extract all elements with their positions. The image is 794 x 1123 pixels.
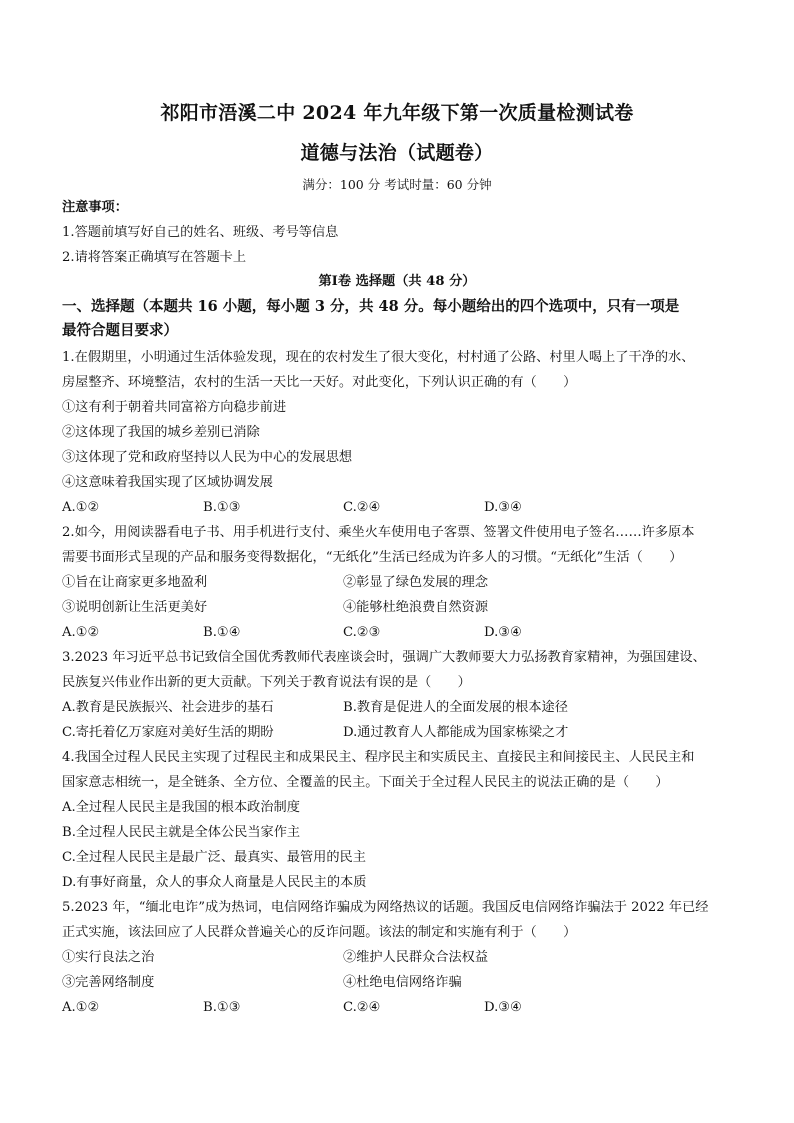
question-1-statement: ③这体现了党和政府坚持以人民为中心的发展思想 bbox=[62, 450, 353, 465]
question-2-stem: 需要书面形式呈现的产品和服务变得数据化，“无纸化”生活已经成为许多人的习惯。“无纸化”生活（ ） bbox=[62, 550, 683, 565]
question-1-option-b: B.①③ bbox=[203, 500, 241, 515]
question-3-option-c: C.寄托着亿万家庭对美好生活的期盼 bbox=[62, 725, 274, 740]
exam-subtitle: 道德与法治（试题卷） bbox=[300, 142, 494, 164]
part-title: 第Ⅰ卷 选择题（共 48 分） bbox=[318, 274, 476, 289]
question-2-option-d: D.③④ bbox=[484, 625, 522, 640]
question-1-statement: ④这意味着我国实现了区域协调发展 bbox=[62, 475, 273, 490]
question-1-option-c: C.②④ bbox=[343, 500, 381, 515]
question-4-option-a: A.全过程人民民主是我国的根本政治制度 bbox=[62, 800, 300, 815]
question-5-statement: ④杜绝电信网络诈骗 bbox=[343, 975, 462, 990]
question-3-stem: 3.2023 年习近平总书记致信全国优秀教师代表座谈会时，强调广大教师要大力弘扬教育家精神，为强国建设、 bbox=[62, 650, 706, 665]
question-5-option-a: A.①② bbox=[62, 1000, 100, 1015]
question-3-option-b: B.教育是促进人的全面发展的根本途径 bbox=[343, 700, 568, 715]
question-3-option-a: A.教育是民族振兴、社会进步的基石 bbox=[62, 700, 274, 715]
question-5-option-c: C.②④ bbox=[343, 1000, 381, 1015]
question-4-option-c: C.全过程人民民主是最广泛、最真实、最管用的民主 bbox=[62, 850, 366, 865]
notice-heading: 注意事项： bbox=[62, 200, 128, 215]
question-5-statement: ①实行良法之治 bbox=[62, 950, 155, 965]
question-2-option-a: A.①② bbox=[62, 625, 100, 640]
question-2-statement: ②彰显了绿色发展的理念 bbox=[343, 575, 489, 590]
question-2-option-b: B.①④ bbox=[203, 625, 241, 640]
question-1-option-a: A.①② bbox=[62, 500, 100, 515]
question-5-option-d: D.③④ bbox=[484, 1000, 522, 1015]
exam-meta: 满分：100 分 考试时量：60 分钟 bbox=[302, 177, 492, 192]
question-3-stem: 民族复兴伟业作出新的更大贡献。下列关于教育说法有误的是（ ） bbox=[62, 675, 471, 690]
question-2-statement: ①旨在让商家更多地盈利 bbox=[62, 575, 208, 590]
question-4-option-d: D.有事好商量，众人的事众人商量是人民民主的本质 bbox=[62, 875, 367, 890]
notice-item: 1.答题前填写好自己的姓名、班级、考号等信息 bbox=[62, 225, 339, 240]
question-1-stem: 房屋整齐、环境整洁，农村的生活一天比一天好。对此变化，下列认识正确的有（ ） bbox=[62, 375, 577, 390]
question-4-stem: 4.我国全过程人民民主实现了过程民主和成果民主、程序民主和实质民主、直接民主和间接民主、人民民主和 bbox=[62, 750, 695, 765]
question-2-stem: 2.如今，用阅读器看电子书、用手机进行支付、乘坐火车使用电子客票、签署文件使用电子签名……许多原本 bbox=[62, 525, 695, 540]
question-5-statement: ②维护人民群众合法权益 bbox=[343, 950, 489, 965]
question-1-option-d: D.③④ bbox=[484, 500, 522, 515]
question-2-statement: ④能够杜绝浪费自然资源 bbox=[343, 600, 489, 615]
question-5-stem: 5.2023 年，“缅北电诈”成为热词，电信网络诈骗成为网络热议的话题。我国反电信网络诈骗法于 2022 年已经 bbox=[62, 900, 709, 915]
question-1-stem: 1.在假期里，小明通过生活体验发现，现在的农村发生了很大变化，村村通了公路、村里人喝上了干净的水、 bbox=[62, 350, 695, 365]
exam-title: 祁阳市浯溪二中 2024 年九年级下第一次质量检测试卷 bbox=[160, 102, 634, 124]
question-5-stem: 正式实施，该法回应了人民群众普遍关心的反诈问题。该法的制定和实施有利于（ ） bbox=[62, 925, 577, 940]
question-5-option-b: B.①③ bbox=[203, 1000, 241, 1015]
section-instructions: 最符合题目要求） bbox=[62, 322, 178, 339]
question-1-statement: ①这有利于朝着共同富裕方向稳步前进 bbox=[62, 400, 287, 415]
question-4-option-b: B.全过程人民民主就是全体公民当家作主 bbox=[62, 825, 301, 840]
question-5-statement: ③完善网络制度 bbox=[62, 975, 155, 990]
section-instructions: 一、选择题（本题共 16 小题，每小题 3 分，共 48 分。每小题给出的四个选项中，只有一项是 bbox=[62, 298, 680, 315]
question-3-option-d: D.通过教育人人都能成为国家栋梁之才 bbox=[343, 725, 569, 740]
question-2-statement: ③说明创新让生活更美好 bbox=[62, 600, 208, 615]
question-1-statement: ②这体现了我国的城乡差别已消除 bbox=[62, 425, 260, 440]
question-4-stem: 国家意志相统一，是全链条、全方位、全覆盖的民主。下面关于全过程人民民主的说法正确的是（ ） bbox=[62, 775, 669, 790]
notice-item: 2.请将答案正确填写在答题卡上 bbox=[62, 250, 247, 265]
question-2-option-c: C.②③ bbox=[343, 625, 381, 640]
